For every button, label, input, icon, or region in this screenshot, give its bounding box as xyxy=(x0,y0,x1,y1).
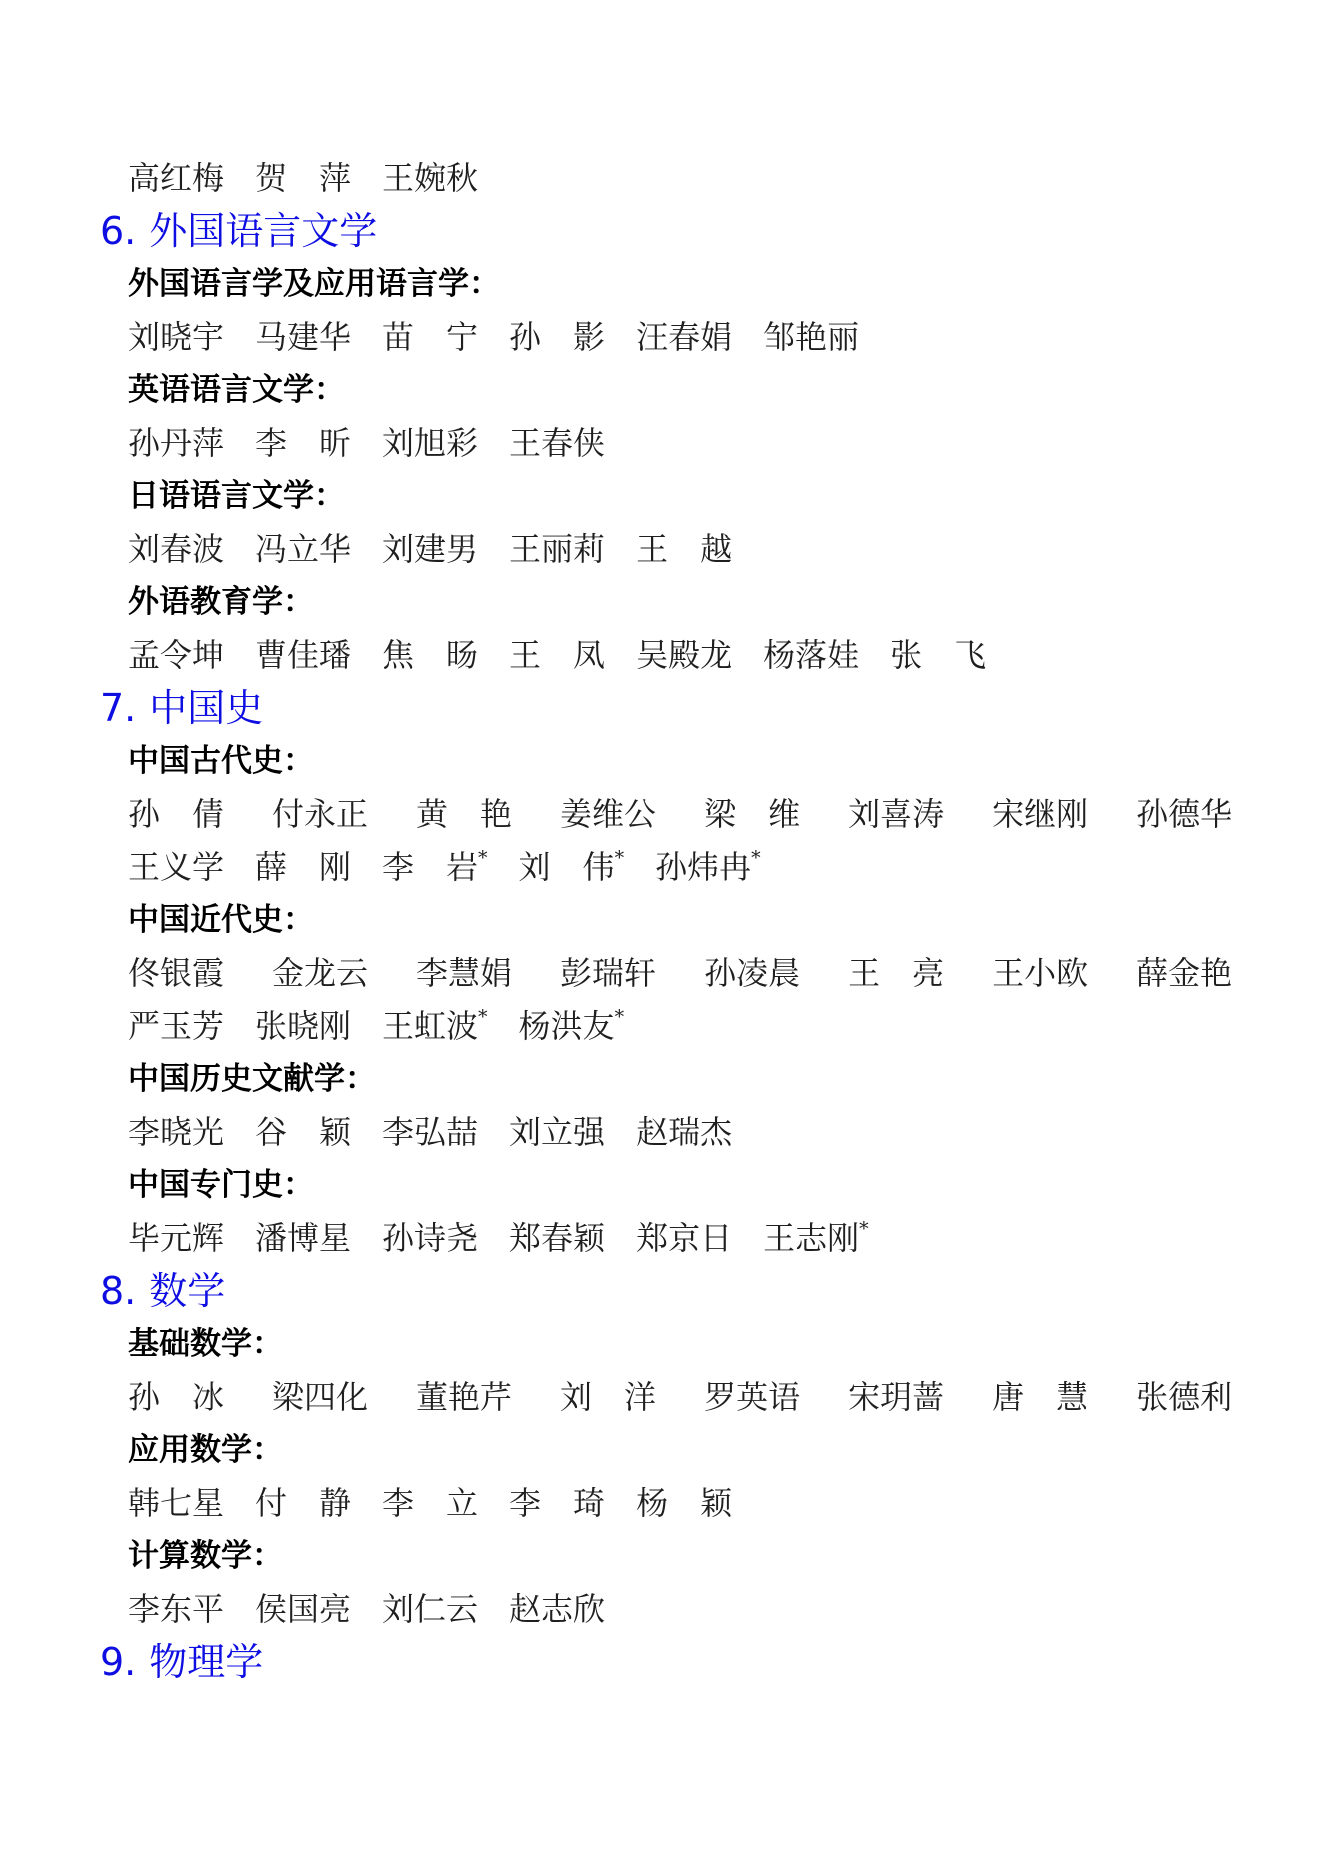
section-number: 7. xyxy=(100,686,137,730)
names-line xyxy=(100,1583,1260,1636)
subsection-heading: 中国近代史： xyxy=(128,902,314,938)
section-heading xyxy=(100,682,1260,735)
person-name: 刘春波 xyxy=(128,530,225,568)
person-name: 苗 宁 xyxy=(382,318,479,356)
person-name: 孙 倩 xyxy=(128,795,225,833)
person-name: 佟银霞 xyxy=(128,954,225,992)
person-name: 冯立华 xyxy=(255,530,352,568)
person-name: 孙 影 xyxy=(509,318,606,356)
person-name: 杨 颖 xyxy=(636,1484,733,1522)
person-name: 严玉芳 xyxy=(128,1007,225,1045)
person-name: 王 凤 xyxy=(509,636,606,674)
names-line xyxy=(100,1371,1260,1424)
subsection-heading: 外语教育学： xyxy=(128,584,314,620)
person-name: 王小欧 xyxy=(992,954,1089,992)
person-name: 焦 旸 xyxy=(382,636,479,674)
person-name: 张晓刚 xyxy=(255,1007,352,1045)
person-name: 李 岩* xyxy=(382,847,488,886)
person-name: 毕元辉 xyxy=(128,1219,225,1257)
person-name: 付 静 xyxy=(255,1484,352,1522)
person-name: 张 飞 xyxy=(890,636,987,674)
section-number: 6. xyxy=(100,209,137,253)
document-content xyxy=(100,152,1260,1689)
person-name: 李 昕 xyxy=(255,424,352,462)
section-heading xyxy=(100,1636,1260,1689)
person-name: 孙诗尧 xyxy=(382,1219,479,1257)
subsection-heading: 中国古代史： xyxy=(128,743,314,779)
names-line xyxy=(100,1212,1260,1265)
person-name: 薛 刚 xyxy=(255,848,352,886)
person-name: 王 越 xyxy=(636,530,733,568)
footnote-asterisk: * xyxy=(478,1006,488,1028)
person-name: 孙德华 xyxy=(1136,795,1233,833)
person-name: 王春侠 xyxy=(509,424,606,462)
person-name: 曹佳璠 xyxy=(255,636,352,674)
person-name: 付永正 xyxy=(272,795,369,833)
person-name: 黄 艳 xyxy=(416,795,513,833)
section-number: 9. xyxy=(100,1640,137,1684)
person-name: 董艳芹 xyxy=(416,1378,513,1416)
section-title: 物理学 xyxy=(149,1640,264,1684)
person-name: 张德利 xyxy=(1136,1378,1233,1416)
person-name: 孟令坤 xyxy=(128,636,225,674)
person-name: 韩七星 xyxy=(128,1484,225,1522)
person-name: 赵志欣 xyxy=(509,1590,606,1628)
subsection-heading: 中国历史文献学： xyxy=(128,1061,376,1097)
footnote-asterisk: * xyxy=(751,847,761,869)
person-name: 潘博星 xyxy=(255,1219,352,1257)
names-line xyxy=(100,152,1260,205)
person-name: 姜维公 xyxy=(560,795,657,833)
person-name: 李 琦 xyxy=(509,1484,606,1522)
person-name: 王志刚* xyxy=(763,1218,869,1257)
subsection-heading: 应用数学： xyxy=(128,1432,283,1468)
footnote-asterisk: * xyxy=(614,1006,625,1028)
footnote-asterisk: * xyxy=(859,1218,869,1240)
subsection-heading: 英语语言文学： xyxy=(128,372,345,408)
person-name: 李东平 xyxy=(128,1590,225,1628)
person-name: 孙丹萍 xyxy=(128,424,225,462)
person-name: 孙凌晨 xyxy=(704,954,801,992)
person-name: 刘晓宇 xyxy=(128,318,225,356)
person-name: 宋玥蔷 xyxy=(848,1378,945,1416)
person-name: 刘 洋 xyxy=(560,1378,657,1416)
person-name: 唐 慧 xyxy=(992,1378,1089,1416)
person-name: 王义学 xyxy=(128,848,225,886)
person-name: 孙炜冉* xyxy=(655,847,761,886)
subsection-heading: 外国语言学及应用语言学： xyxy=(128,266,500,302)
person-name: 马建华 xyxy=(255,318,352,356)
names-line xyxy=(100,417,1260,470)
names-line xyxy=(100,311,1260,364)
person-name: 刘仁云 xyxy=(382,1590,479,1628)
subsection-heading: 中国专门史： xyxy=(128,1167,314,1203)
person-name: 金龙云 xyxy=(272,954,369,992)
person-name: 侯国亮 xyxy=(255,1590,352,1628)
person-name: 杨洪友* xyxy=(518,1006,625,1045)
person-name: 罗英语 xyxy=(704,1378,801,1416)
person-name: 李弘喆 xyxy=(382,1113,479,1151)
person-name: 李晓光 xyxy=(128,1113,225,1151)
names-line xyxy=(100,841,1260,894)
names-line xyxy=(100,947,1260,1000)
person-name: 王虹波* xyxy=(382,1006,488,1045)
section-heading xyxy=(100,205,1260,258)
subsection-heading: 基础数学： xyxy=(128,1326,283,1362)
person-name: 刘喜涛 xyxy=(848,795,945,833)
person-name: 吴殿龙 xyxy=(636,636,733,674)
person-name: 彭瑞轩 xyxy=(560,954,657,992)
person-name: 高红梅 xyxy=(128,159,225,197)
person-name: 梁四化 xyxy=(272,1378,369,1416)
section-title: 外国语言文学 xyxy=(149,209,378,253)
person-name: 刘 伟* xyxy=(518,847,625,886)
names-line xyxy=(100,1106,1260,1159)
section-title: 数学 xyxy=(149,1269,226,1313)
person-name: 刘建男 xyxy=(382,530,479,568)
person-name: 郑春颖 xyxy=(509,1219,606,1257)
footnote-asterisk: * xyxy=(614,847,625,869)
person-name: 王丽莉 xyxy=(509,530,606,568)
person-name: 赵瑞杰 xyxy=(636,1113,733,1151)
person-name: 李 立 xyxy=(382,1484,479,1522)
person-name: 王 亮 xyxy=(848,954,945,992)
person-name: 贺 萍 xyxy=(255,159,352,197)
footnote-asterisk: * xyxy=(478,847,488,869)
names-line xyxy=(100,788,1260,841)
names-line xyxy=(100,1477,1260,1530)
person-name: 李慧娟 xyxy=(416,954,513,992)
person-name: 邹艳丽 xyxy=(763,318,860,356)
person-name: 孙 冰 xyxy=(128,1378,225,1416)
person-name: 梁 维 xyxy=(704,795,801,833)
person-name: 谷 颖 xyxy=(255,1113,352,1151)
names-line xyxy=(100,629,1260,682)
section-title: 中国史 xyxy=(149,686,264,730)
person-name: 刘旭彩 xyxy=(382,424,479,462)
person-name: 宋继刚 xyxy=(992,795,1089,833)
subsection-heading: 日语语言文学： xyxy=(128,478,345,514)
section-heading xyxy=(100,1265,1260,1318)
person-name: 王婉秋 xyxy=(382,159,479,197)
subsection-heading: 计算数学： xyxy=(128,1538,283,1574)
names-line xyxy=(100,1000,1260,1053)
person-name: 薛金艳 xyxy=(1136,954,1233,992)
person-name: 杨落娃 xyxy=(763,636,860,674)
person-name: 郑京日 xyxy=(636,1219,733,1257)
section-number: 8. xyxy=(100,1269,137,1313)
person-name: 汪春娟 xyxy=(636,318,733,356)
person-name: 刘立强 xyxy=(509,1113,606,1151)
names-line xyxy=(100,523,1260,576)
